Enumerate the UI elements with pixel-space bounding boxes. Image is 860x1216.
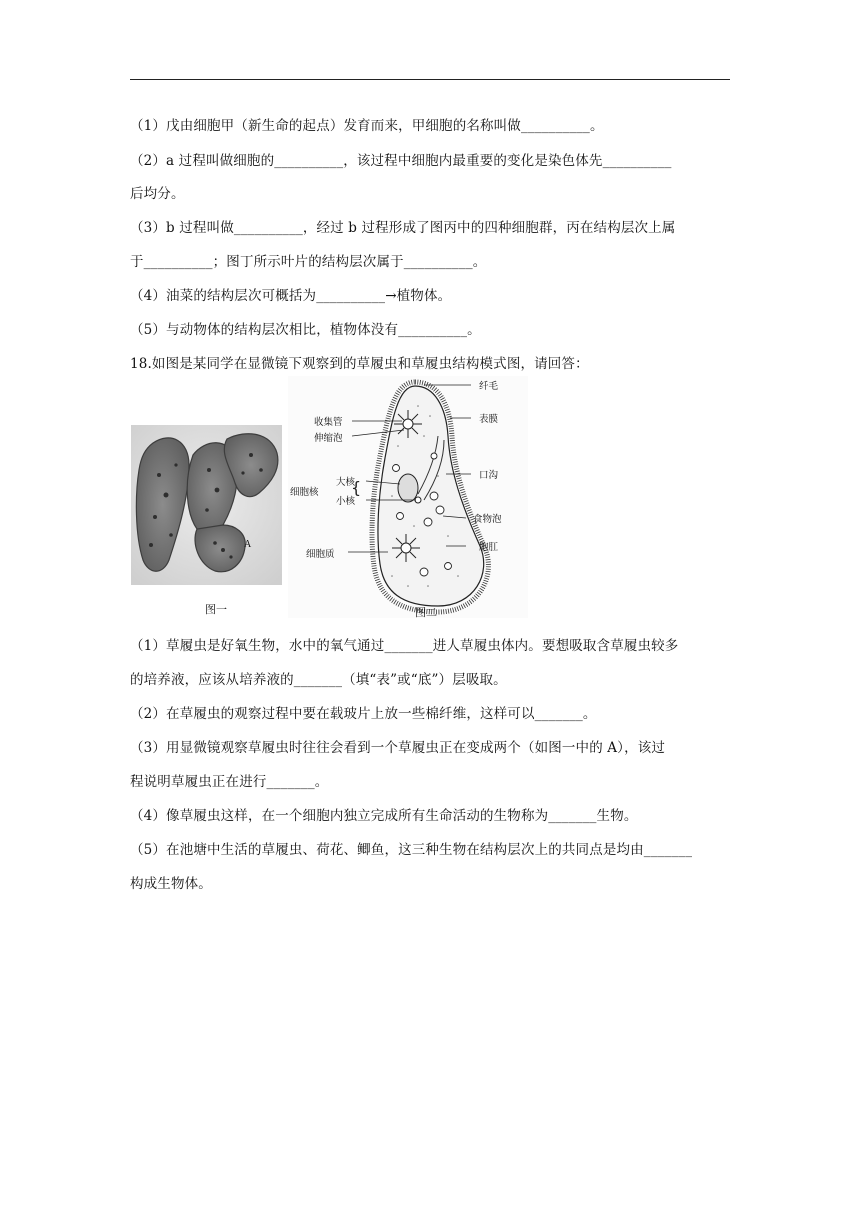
- q17-item-2: （2）a 过程叫做细胞的__________，该过程中细胞内最重要的变化是染色体先__________: [130, 153, 672, 169]
- label-membrane: 表膜: [479, 414, 499, 425]
- q17-item-1: （1）戊由细胞甲（新生命的起点）发育而来，甲细胞的名称叫做__________。: [130, 118, 604, 134]
- q18-title: 18.如图是某同学在显微镜下观察到的草履虫和草履虫结构模式图，请回答：: [130, 356, 589, 372]
- q18-item-3: （3）用显微镜观察草履虫时往往会看到一个草履虫正在变成两个（如图一中的 A），该过: [130, 740, 666, 756]
- q17-item-2-cont: 后均分。: [130, 186, 185, 202]
- label-contractile-vacuole: 伸缩泡: [314, 433, 343, 444]
- paramecium-structure-diagram: [288, 376, 528, 618]
- figure1-marker-a: A: [244, 539, 252, 550]
- label-micronucleus: 小核: [336, 496, 356, 507]
- q17-item-5: （5）与动物体的结构层次相比，植物体没有__________。: [130, 322, 481, 338]
- paramecium-micrograph: [131, 425, 282, 585]
- header-rule: [130, 79, 730, 80]
- q18-item-1-cont: 的培养液，应该从培养液的_______（填“表”或“底”）层吸取。: [130, 672, 507, 688]
- label-oral-groove: 口沟: [479, 470, 499, 481]
- q18-item-4: （4）像草履虫这样，在一个细胞内独立完成所有生命活动的生物称为_______生物。: [130, 808, 638, 824]
- label-cytoplasm: 细胞质: [306, 549, 335, 560]
- micrograph-image: [131, 425, 282, 585]
- contractile-vacuole-top: [394, 410, 422, 438]
- q18-item-5: （5）在池塘中生活的草履虫、荷花、鲫鱼，这三种生物在结构层次上的共同点是均由_______: [130, 842, 693, 858]
- contractile-vacuole-bottom: [392, 534, 420, 562]
- label-cilia: 纤毛: [479, 381, 499, 392]
- q18-item-5-cont: 构成生物体。: [130, 876, 212, 892]
- q17-item-3-cont: 于__________；图丁所示叶片的结构层次属于__________。: [130, 254, 487, 270]
- figure2-caption: 图二: [415, 606, 437, 619]
- q18-item-3-cont: 程说明草履虫正在进行_______。: [130, 774, 329, 790]
- figure1-caption: 图一: [205, 603, 227, 616]
- label-nucleus: 细胞核: [290, 487, 319, 498]
- macronucleus: [398, 474, 418, 502]
- q17-item-4: （4）油菜的结构层次可概括为__________→植物体。: [130, 288, 452, 304]
- q18-item-2: （2）在草履虫的观察过程中要在载玻片上放一些棉纤维，这样可以_______。: [130, 706, 597, 722]
- label-anal-pore: 胞肛: [479, 542, 499, 553]
- label-collecting-tube: 收集管: [314, 417, 343, 428]
- q18-item-1: （1）草履虫是好氧生物，水中的氧气通过_______进人草履虫体内。要想吸取含草履虫较多: [130, 638, 679, 654]
- q17-item-3: （3）b 过程叫做__________，经过 b 过程形成了图丙中的四种细胞群，丙在结构层次上属: [130, 220, 676, 236]
- label-food-vacuole: 食物泡: [473, 514, 502, 525]
- label-macronucleus: 大核: [336, 477, 356, 488]
- nucleus-brace: {: [351, 478, 362, 497]
